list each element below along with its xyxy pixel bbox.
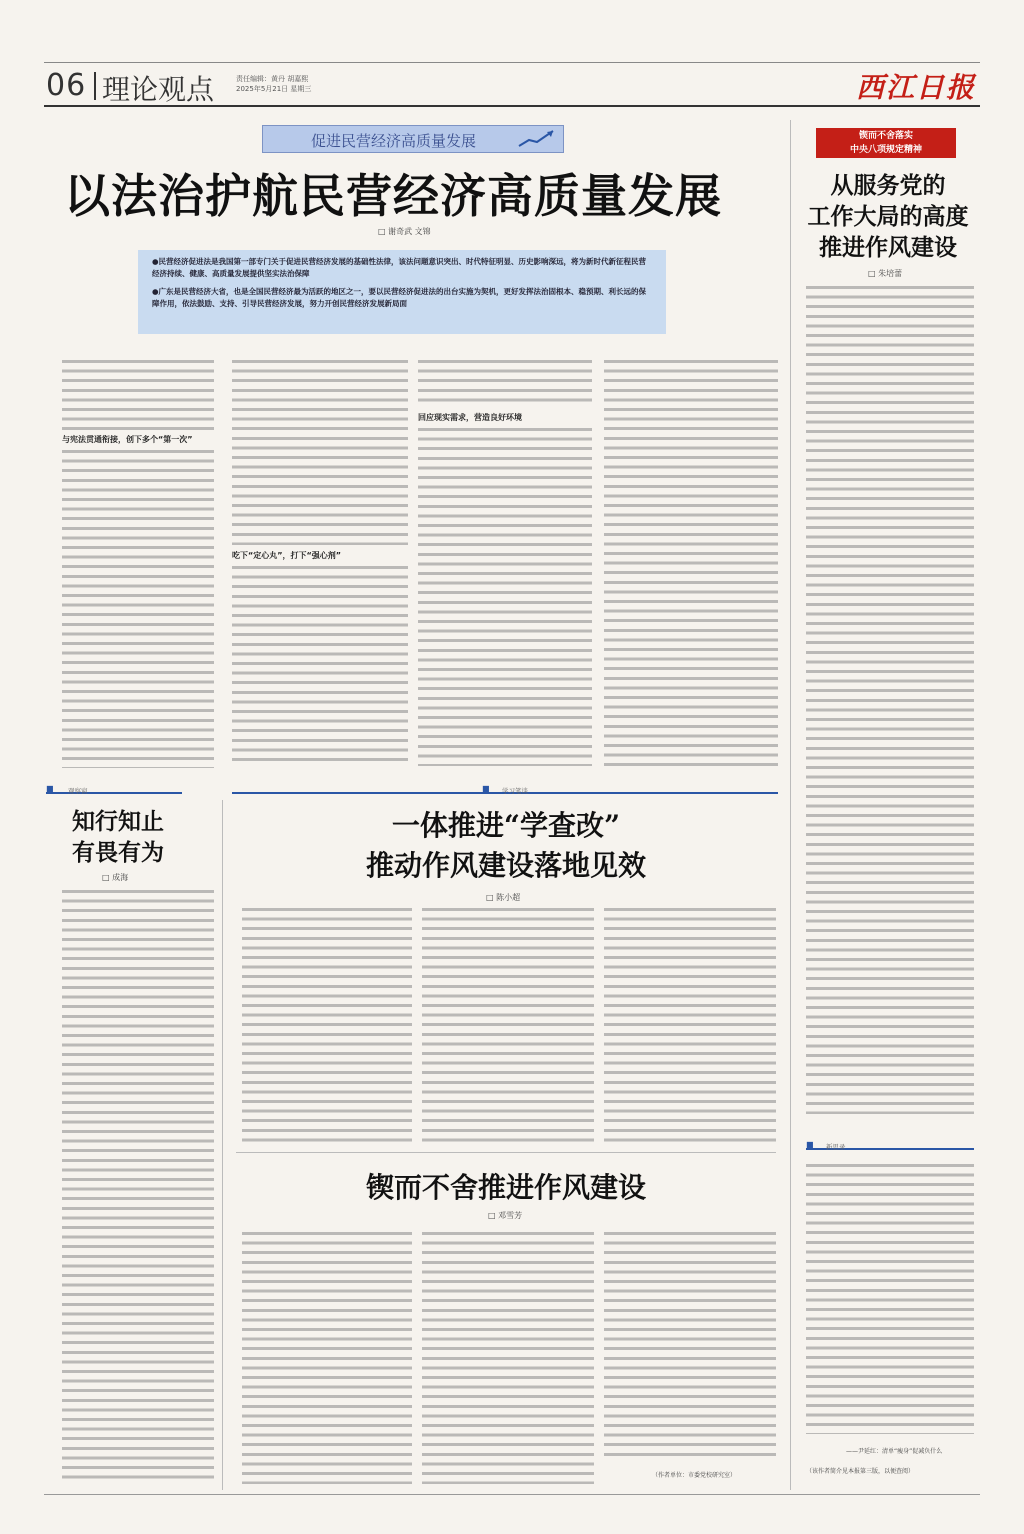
trend-arrow-icon xyxy=(517,128,557,150)
horizontal-divider xyxy=(236,1152,776,1153)
body-text-column xyxy=(418,360,592,405)
editor-info xyxy=(236,74,311,94)
lower-left-byline: □ 成海 xyxy=(102,873,129,882)
side-title-line: 推进作风建设 xyxy=(819,234,957,261)
side-badge xyxy=(816,128,956,158)
body-text-column xyxy=(232,566,408,766)
side-article-byline: □ 朱培蕾 xyxy=(868,269,903,278)
header-top-rule xyxy=(44,62,980,63)
section-mark-icon: ■ xyxy=(482,784,490,793)
topic-banner-label: 促进民营经济高质量发展 xyxy=(311,132,477,150)
header-separator xyxy=(94,72,96,100)
bottom-article-title: 锲而不舍推进作风建设 xyxy=(365,1171,646,1204)
body-text-column xyxy=(422,908,594,1142)
lower-right-quote: ——尹延红：清单“瘦身”促减负什么 xyxy=(846,1448,943,1455)
lower-center-title-line: 推动作风建设落地见效 xyxy=(365,849,646,882)
bottom-article-byline: □ 邓雪芳 xyxy=(488,1211,523,1220)
lower-center-tag: 学习笔谈 xyxy=(502,787,528,795)
page-number: 06 xyxy=(46,68,87,103)
lower-left-tag: 观察窗 xyxy=(68,787,88,795)
lower-left-title xyxy=(50,806,186,868)
editor-line: 责任编辑：黄丹 胡嘉熙 xyxy=(236,75,309,83)
body-text-column xyxy=(422,1232,594,1484)
section-mark-icon: ■ xyxy=(806,1140,814,1149)
side-badge-line: 锲而不舍落实 xyxy=(858,131,913,141)
body-text-column xyxy=(604,1232,776,1460)
side-title-line: 工作大局的高度 xyxy=(807,203,969,230)
section-rule xyxy=(46,792,182,794)
lower-left-title-line: 知行知止 xyxy=(72,808,164,835)
body-text-column xyxy=(604,360,778,766)
abstract-point-1: ●民营经济促进法是我国第一部专门关于促进民营经济发展的基础性法律，该法问题意识突出、时代特征明显、历史影响深远，将为新时代新征程民营经济持续、健康、高质量发展提供坚实法治保障 xyxy=(152,257,647,278)
lower-left-title-line: 有畏有为 xyxy=(72,839,164,866)
side-badge-line: 中央八项规定精神 xyxy=(849,145,922,155)
column-divider xyxy=(222,800,223,1490)
lower-center-byline: □ 陈小超 xyxy=(486,893,521,902)
lead-article-abstract xyxy=(138,250,666,334)
body-text-column xyxy=(418,428,592,766)
bottom-author-note: （作者单位：市委党校研究室） xyxy=(652,1472,737,1479)
body-text-column xyxy=(806,286,974,1114)
lead-article-byline: □ 谢奇武 文锦 xyxy=(378,227,431,236)
date-line: 2025年5月21日 星期三 xyxy=(236,85,312,93)
body-text-column xyxy=(232,360,408,545)
section-mark-icon: ■ xyxy=(46,784,54,793)
abstract-point-2: ●广东是民营经济大省，也是全国民营经济最为活跃的地区之一，要以民营经济促进法的出台实施为契机，更好发挥法治固根本、稳预期、利长远的保障作用，依法鼓励、支持、引导民营经济发展，努力开创民营经济发展新局面 xyxy=(152,287,647,308)
lower-right-tag: 新思录 xyxy=(826,1143,846,1151)
side-title-line: 从服务党的 xyxy=(830,172,946,199)
body-text-column xyxy=(62,360,214,430)
lower-right-note: （该作者简介见本报第三版，以便查阅） xyxy=(806,1468,915,1475)
lead-article-title: 以法治护航民营经济高质量发展 xyxy=(64,169,722,223)
side-article-title xyxy=(800,170,976,263)
lead-subhead-1: 与宪法贯通衔接，创下多个“第一次” xyxy=(62,435,193,444)
header-bottom-rule xyxy=(44,105,980,107)
lower-center-title-line: 一体推进“学查改” xyxy=(391,809,621,842)
masthead-logo: 西江日报 xyxy=(855,71,976,104)
body-text-column xyxy=(62,450,214,768)
lead-subhead-3: 回应现实需求，营造良好环境 xyxy=(418,413,522,422)
topic-banner xyxy=(262,125,564,153)
section-name: 理论观点 xyxy=(102,73,215,106)
lead-subhead-2: 吃下“定心丸”，打下“强心剂” xyxy=(232,551,342,560)
body-text-column xyxy=(604,908,776,1142)
body-text-column xyxy=(62,890,214,1484)
lower-center-title xyxy=(236,806,776,886)
body-text-column xyxy=(806,1164,974,1434)
column-divider xyxy=(790,120,791,1490)
body-text-column xyxy=(242,1232,412,1484)
body-text-column xyxy=(242,908,412,1142)
footer-rule xyxy=(44,1494,980,1495)
